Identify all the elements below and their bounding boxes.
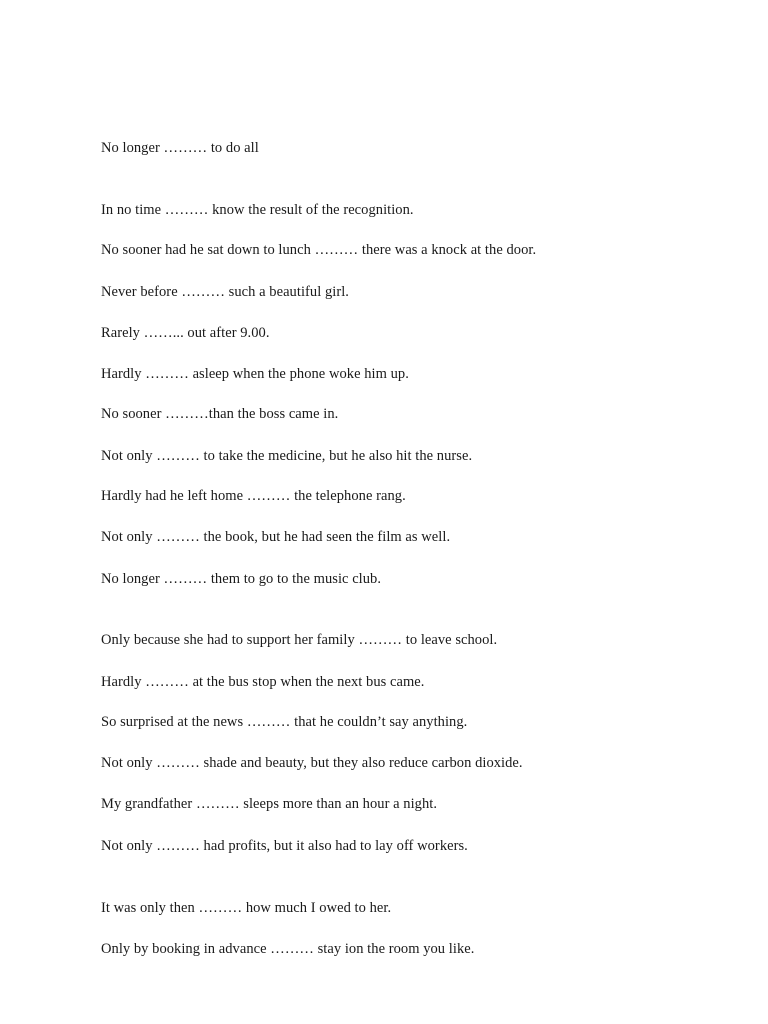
exercise-line-2: In no time ……… know the result of the recognition. <box>101 202 414 218</box>
exercise-line-1: No longer ……… to do all <box>101 140 259 156</box>
exercise-line-10: Not only ……… the book, but he had seen the film as well. <box>101 529 451 545</box>
exercise-line-17: Not only ……… had profits, but it also had to lay off workers. <box>101 838 468 854</box>
exercise-line-15: Not only ……… shade and beauty, but they also reduce carbon dioxide. <box>101 755 523 771</box>
exercise-line-19: Only by booking in advance ……… stay ion the room you like. <box>101 941 475 957</box>
exercise-line-5: Rarely ……... out after 9.00. <box>101 325 270 341</box>
exercise-line-3: No sooner had he sat down to lunch ……… there was a knock at the door. <box>101 242 537 258</box>
exercise-line-12: Only because she had to support her family ……… to leave school. <box>101 632 498 648</box>
exercise-line-9: Hardly had he left home ……… the telephone rang. <box>101 488 406 504</box>
exercise-line-16: My grandfather ……… sleeps more than an hour a night. <box>101 796 438 812</box>
exercise-line-11: No longer ……… them to go to the music club. <box>101 571 382 587</box>
exercise-line-13: Hardly ……… at the bus stop when the next bus came. <box>101 674 425 690</box>
exercise-line-18: It was only then ……… how much I owed to her. <box>101 900 392 916</box>
exercise-line-14: So surprised at the news ……… that he couldn’t say anything. <box>101 714 468 730</box>
exercise-line-4: Never before ……… such a beautiful girl. <box>101 284 349 300</box>
exercise-line-6: Hardly ……… asleep when the phone woke him up. <box>101 366 409 382</box>
exercise-line-7: No sooner ………than the boss came in. <box>101 406 339 422</box>
exercise-line-8: Not only ……… to take the medicine, but he also hit the nurse. <box>101 448 473 464</box>
